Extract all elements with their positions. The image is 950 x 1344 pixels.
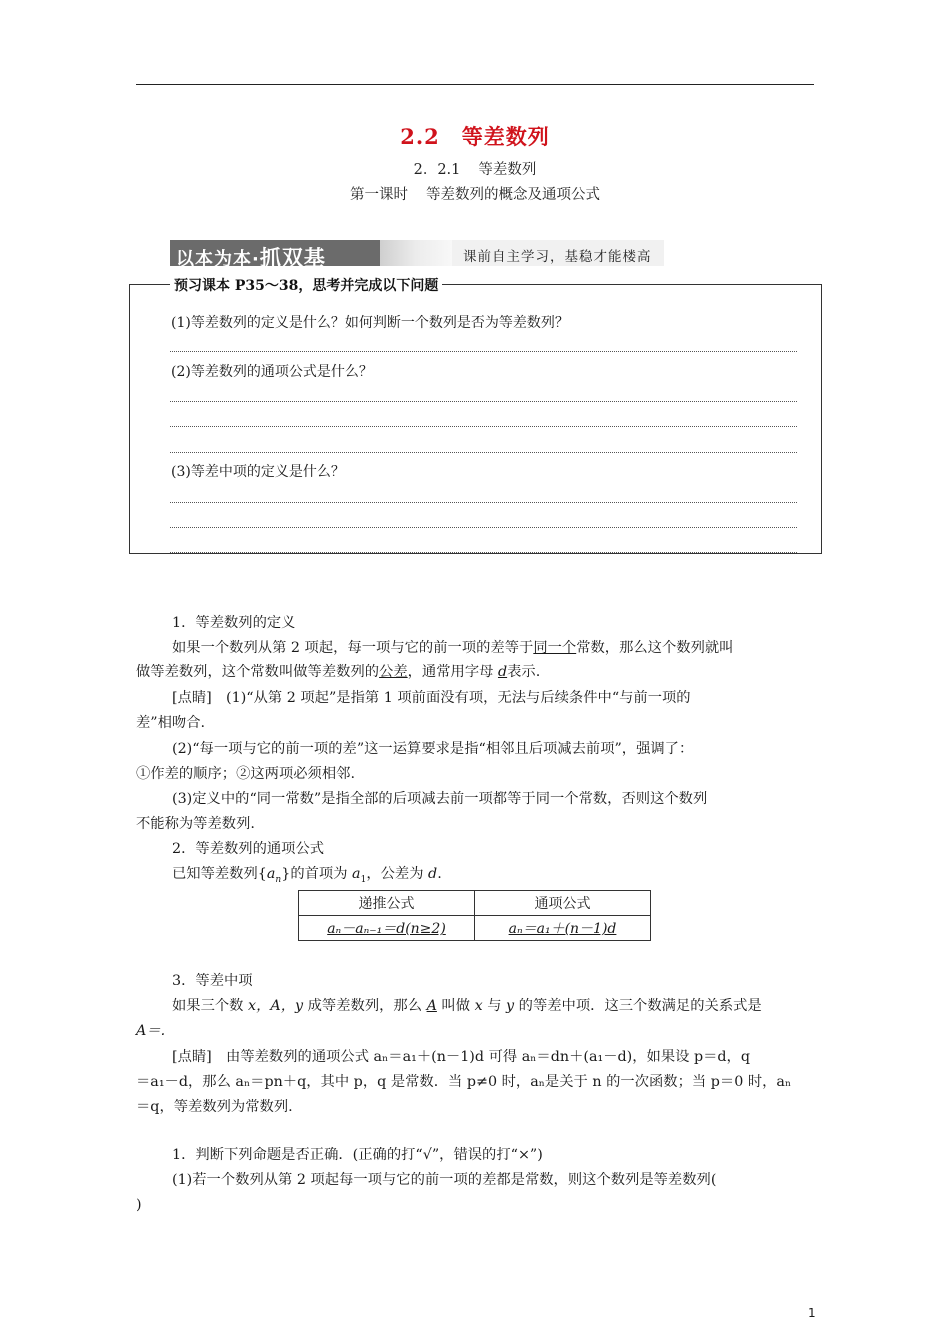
sec1-note1b: 差”相吻合. [136, 715, 206, 731]
banner-right-text: 课前自主学习，基稳才能楼高 [463, 249, 652, 265]
general-formula: aₙ＝a₁＋(n－1)d [475, 916, 651, 941]
subsection-name: 等差数列 [478, 162, 537, 178]
header-rule [136, 84, 814, 85]
exercise-item-1-bracket: ) [136, 1197, 142, 1213]
sec3-line1: 如果三个数 x，A，y 成等差数列，那么 A 叫做 x 与 y 的等差中项．这三个数满足的关系式是 [172, 998, 762, 1014]
sec3-note-c: ＝q，等差数列为常数列. [136, 1099, 293, 1115]
answer-line [170, 552, 797, 553]
banner-gradient [380, 240, 452, 266]
blank-common-difference: 公差 [379, 664, 408, 680]
header-general: 通项公式 [475, 891, 651, 916]
sec1-note2b: ①作差的顺序；②这两项必须相邻. [136, 766, 355, 782]
subsection-title [0, 158, 950, 179]
table-header-row [299, 891, 651, 916]
section-title [0, 121, 950, 151]
blank-letter-d: d [497, 664, 508, 680]
answer-line [170, 502, 797, 503]
sec3-note-a: [点睛] 由等差数列的通项公式 aₙ＝a₁＋(n－1)d 可得 aₙ＝dn＋(a₁－d)，如果设 p＝d，q [172, 1049, 751, 1065]
sec1-note3a: (3)定义中的“同一常数”是指全部的后项减去前一项都等于同一个常数，否则这个数列 [172, 791, 708, 807]
sec3-line2: A＝. [136, 1023, 166, 1039]
subsection-number: 2．2.1 [413, 162, 461, 178]
answer-line [170, 351, 797, 352]
preview-question-3: (3)等差中项的定义是什么？ [171, 464, 345, 480]
blank-same-constant: 同一个 [533, 640, 577, 656]
sec1-line2: 做等差数列，这个常数叫做等差数列的公差，通常用字母 d表示. [136, 664, 541, 680]
banner-left-text: 以本为本·抓双基 [176, 246, 326, 270]
answer-line [170, 426, 797, 427]
answer-line [170, 401, 797, 402]
answer-line [170, 527, 797, 528]
preview-title: 预习课本 P35～38，思考并完成以下问题 [170, 275, 442, 295]
blank-A: A [426, 998, 437, 1014]
answer-line [170, 452, 797, 453]
section-name: 等差数列 [461, 124, 550, 149]
sec2-intro: 已知等差数列$\{a_n\}$的首项为 $a_1$，公差为 d. [172, 866, 442, 885]
sec1-note3b: 不能称为等差数列. [136, 816, 255, 832]
header-recursive: 递推公式 [299, 891, 475, 916]
sec2-heading: 2．等差数列的通项公式 [172, 841, 325, 857]
formula-table [298, 890, 651, 941]
sec1-note1a: [点睛] (1)“从第 2 项起”是指第 1 项前面没有项，无法与后续条件中“与前一项的 [172, 690, 691, 706]
page-number: 1 [808, 1306, 816, 1320]
table-row [299, 916, 651, 941]
preview-question-1: (1)等差数列的定义是什么？如何判断一个数列是否为等差数列？ [171, 315, 569, 331]
preview-question-2: (2)等差数列的通项公式是什么？ [171, 364, 373, 380]
recursive-formula: aₙ－aₙ₋₁＝d(n≥2) [299, 916, 475, 941]
sec3-note-b: ＝a₁－d，那么 aₙ＝pn＋q，其中 p，q 是常数．当 p≠0 时，aₙ是关于 n 的一次函数；当 p＝0 时，aₙ [136, 1074, 792, 1090]
lesson-label: 第一课时 [350, 187, 408, 203]
section-number: 2.2 [400, 124, 440, 149]
exercise-heading: 1．判断下列命题是否正确．(正确的打“√”，错误的打“×”) [172, 1147, 543, 1163]
sec3-heading: 3．等差中项 [172, 973, 253, 989]
sec1-line1: 如果一个数列从第 2 项起，每一项与它的前一项的差等于同一个常数，那么这个数列就叫 [172, 640, 734, 656]
exercise-item-1: (1)若一个数列从第 2 项起每一项与它的前一项的差都是常数，则这个数列是等差数列( [172, 1172, 717, 1188]
sec1-heading: 1．等差数列的定义 [172, 615, 296, 631]
sec1-note2a: (2)“每一项与它的前一项的差”这一运算要求是指“相邻且后项减去前项”，强调了： [172, 741, 694, 757]
lesson-title [0, 183, 950, 204]
lesson-name: 等差数列的概念及通项公式 [426, 187, 600, 203]
banner [170, 240, 380, 270]
